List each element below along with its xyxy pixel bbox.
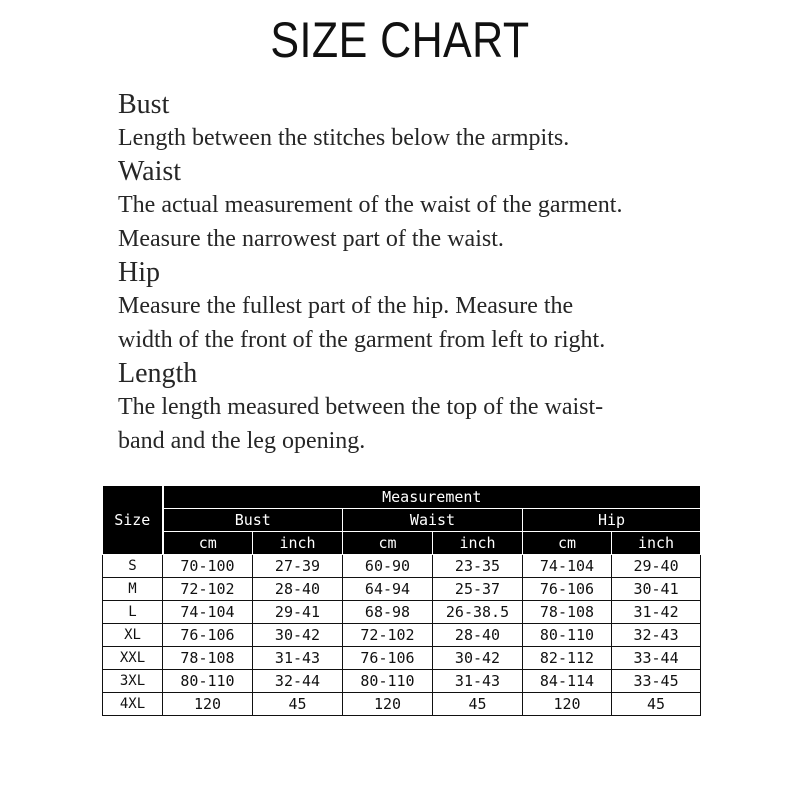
measurement-cell: 80-110 [163, 670, 253, 693]
definition-text: The length measured between the top of the waist- [118, 394, 604, 420]
definition-text: width of the front of the garment from left to right. [118, 327, 606, 353]
group-header-waist: Waist [343, 509, 523, 532]
definition-term: Waist [118, 156, 182, 187]
definition-term: Hip [118, 257, 160, 288]
size-label-cell: 4XL [103, 693, 163, 716]
measurement-cell: 28-40 [433, 624, 523, 647]
measurement-cell: 23-35 [433, 555, 523, 578]
size-label-cell: XXL [103, 647, 163, 670]
measurement-cell: 78-108 [163, 647, 253, 670]
page-title: SIZE CHART [270, 12, 530, 68]
unit-header: cm [343, 532, 433, 555]
size-label-cell: XL [103, 624, 163, 647]
measurement-cell: 45 [612, 693, 701, 716]
unit-header: cm [163, 532, 253, 555]
measurement-cell: 25-37 [433, 578, 523, 601]
definition-term: Length [118, 358, 198, 389]
measurement-cell: 120 [163, 693, 253, 716]
measurement-cell: 33-45 [612, 670, 701, 693]
measurement-cell: 30-42 [253, 624, 343, 647]
definition-text: Length between the stitches below the armpits. [118, 125, 570, 151]
size-label-cell: S [103, 555, 163, 578]
table-row [103, 693, 701, 716]
measurement-cell: 29-41 [253, 601, 343, 624]
measurement-header: Measurement [163, 486, 701, 509]
measurement-cell: 78-108 [523, 601, 612, 624]
measurement-cell: 60-90 [343, 555, 433, 578]
definition-text: Measure the narrowest part of the waist. [118, 226, 504, 252]
size-label-cell: L [103, 601, 163, 624]
measurement-cell: 82-112 [523, 647, 612, 670]
definition-text: The actual measurement of the waist of the garment. [118, 192, 623, 218]
measurement-cell: 45 [253, 693, 343, 716]
table-row [103, 555, 701, 578]
definition-bust [118, 88, 738, 155]
unit-header: inch [433, 532, 523, 555]
definition-term: Bust [118, 89, 170, 120]
measurement-cell: 27-39 [253, 555, 343, 578]
measurement-cell: 74-104 [523, 555, 612, 578]
measurement-cell: 80-110 [343, 670, 433, 693]
definition-length [118, 357, 738, 458]
measurement-cell: 31-43 [253, 647, 343, 670]
measurement-cell: 70-100 [163, 555, 253, 578]
measurement-cell: 33-44 [612, 647, 701, 670]
size-column-header: Size [103, 486, 163, 555]
table-row [103, 647, 701, 670]
table-row [103, 670, 701, 693]
size-chart-table [102, 485, 701, 716]
measurement-cell: 26-38.5 [433, 601, 523, 624]
measurement-cell: 31-43 [433, 670, 523, 693]
measurement-cell: 45 [433, 693, 523, 716]
measurement-cell: 72-102 [163, 578, 253, 601]
size-definitions [118, 88, 738, 458]
unit-header: inch [612, 532, 701, 555]
measurement-cell: 76-106 [523, 578, 612, 601]
measurement-cell: 31-42 [612, 601, 701, 624]
measurement-cell: 68-98 [343, 601, 433, 624]
measurement-cell: 76-106 [343, 647, 433, 670]
group-header-bust: Bust [163, 509, 343, 532]
measurement-cell: 32-43 [612, 624, 701, 647]
definition-hip [118, 256, 738, 357]
measurement-cell: 30-41 [612, 578, 701, 601]
group-header-hip: Hip [523, 509, 701, 532]
measurement-cell: 84-114 [523, 670, 612, 693]
measurement-cell: 64-94 [343, 578, 433, 601]
size-label-cell: M [103, 578, 163, 601]
definition-waist [118, 155, 738, 256]
definition-text: Measure the fullest part of the hip. Measure the [118, 293, 574, 319]
measurement-cell: 30-42 [433, 647, 523, 670]
measurement-cell: 120 [343, 693, 433, 716]
measurement-cell: 32-44 [253, 670, 343, 693]
measurement-cell: 76-106 [163, 624, 253, 647]
measurement-cell: 28-40 [253, 578, 343, 601]
table-row [103, 601, 701, 624]
size-label-cell: 3XL [103, 670, 163, 693]
measurement-cell: 72-102 [343, 624, 433, 647]
measurement-cell: 29-40 [612, 555, 701, 578]
unit-header: inch [253, 532, 343, 555]
definition-text: band and the leg opening. [118, 428, 366, 454]
table-row [103, 624, 701, 647]
measurement-cell: 74-104 [163, 601, 253, 624]
size-table-body [103, 555, 701, 716]
unit-header: cm [523, 532, 612, 555]
table-row [103, 578, 701, 601]
measurement-cell: 80-110 [523, 624, 612, 647]
measurement-cell: 120 [523, 693, 612, 716]
